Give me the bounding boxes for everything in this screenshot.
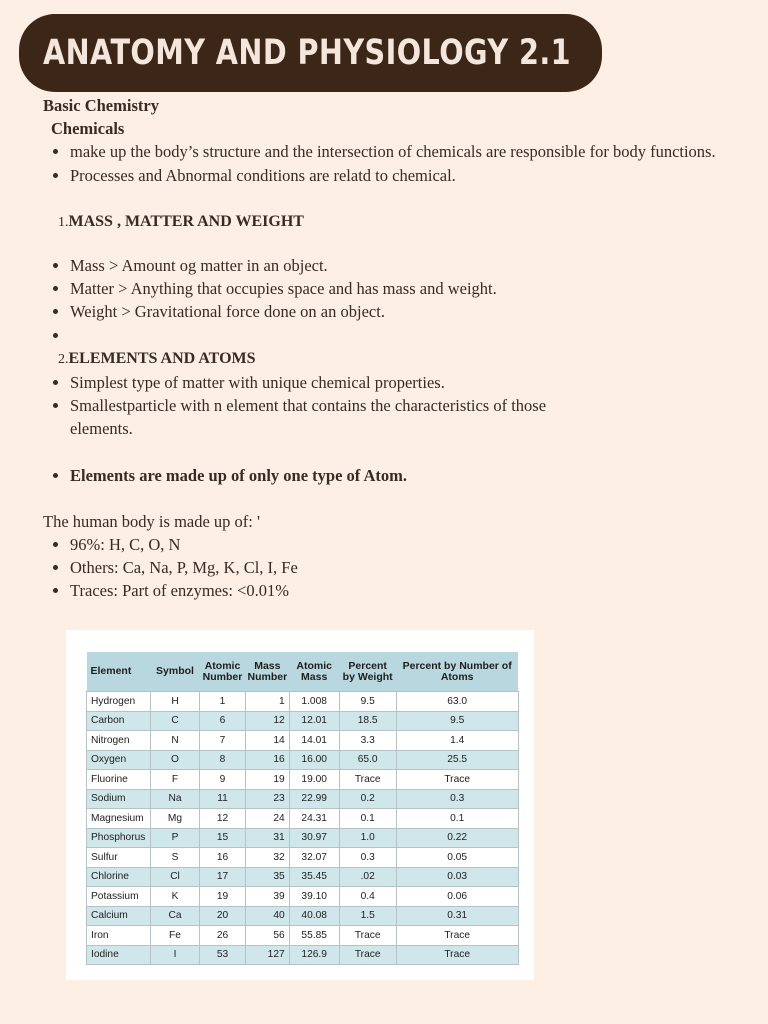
table-cell: 6 [200,711,246,731]
table-cell: 35.45 [289,867,339,887]
table-row [87,867,519,887]
table-cell: Trace [396,945,518,965]
column-header: Symbol [151,652,200,692]
table-cell: 12.01 [289,711,339,731]
table-cell: 16 [246,750,290,770]
section1-list [43,254,743,347]
table-cell: 0.03 [396,867,518,887]
list-item: • Matter > Anything that occupies space and has mass and weight. [70,277,743,300]
table-cell: K [151,887,200,907]
table-cell: 55.85 [289,926,339,946]
table-cell: Carbon [87,711,151,731]
table-cell: 12 [200,809,246,829]
list-item: • Simplest type of matter with unique chemical properties. [70,371,743,394]
table-cell: Nitrogen [87,731,151,751]
table-cell: 19 [246,770,290,790]
table-cell: Sodium [87,789,151,809]
table-cell: 17 [200,867,246,887]
table-cell: 26 [200,926,246,946]
table-cell: 8 [200,750,246,770]
list-item: • Traces: Part of enzymes: <0.01% [70,579,743,602]
table-cell: O [151,750,200,770]
section2-list [43,371,743,441]
table-cell: 40.08 [289,906,339,926]
table-cell: Sulfur [87,848,151,868]
body-intro: The human body is made up of: ' [43,511,260,531]
subheading: Chemicals [51,119,125,139]
table-cell: 0.05 [396,848,518,868]
table-cell: Na [151,789,200,809]
section2-number: 2. [58,351,69,367]
table-cell: 32 [246,848,290,868]
list-item: • make up the body’s structure and the intersection of chemicals are responsible for body functions. [70,140,743,163]
table-cell: 0.4 [339,887,396,907]
table-cell: Phosphorus [87,828,151,848]
table-cell: 0.1 [396,809,518,829]
column-header: Mass Number [246,652,290,692]
section2-bold-list [43,464,743,487]
table-body [87,692,519,965]
table-cell: 0.3 [396,789,518,809]
list-item: • Weight > Gravitational force done on an object. [70,300,743,323]
table-row [87,887,519,907]
notes-content [43,94,743,603]
table-row [87,731,519,751]
table-cell: 0.22 [396,828,518,848]
table-cell: 39.10 [289,887,339,907]
table-cell: Trace [339,945,396,965]
list-item: • Processes and Abnormal conditions are relatd to chemical. [70,164,743,187]
list-item: • Mass > Amount og matter in an object. [70,254,743,277]
title-banner [19,14,602,92]
table-cell: 35 [246,867,290,887]
section-heading: Basic Chemistry [43,96,159,115]
elements-table-panel [66,630,534,980]
table-row [87,692,519,712]
table-row [87,770,519,790]
table-cell: 31 [246,828,290,848]
list-item: • Others: Ca, Na, P, Mg, K, Cl, I, Fe [70,556,743,579]
table-cell: H [151,692,200,712]
table-cell: 20 [200,906,246,926]
table-cell: 1 [246,692,290,712]
table-row [87,809,519,829]
table-row [87,848,519,868]
table-cell: 1.4 [396,731,518,751]
table-cell: 14.01 [289,731,339,751]
table-cell: Trace [396,926,518,946]
table-cell: Fe [151,926,200,946]
table-cell: 14 [246,731,290,751]
table-cell: Trace [339,770,396,790]
column-header: Percent by Number of Atoms [396,652,518,692]
table-row [87,750,519,770]
table-cell: 1.5 [339,906,396,926]
table-cell: 63.0 [396,692,518,712]
table-cell: 18.5 [339,711,396,731]
table-cell: Calcium [87,906,151,926]
table-cell: 3.3 [339,731,396,751]
table-cell: 24 [246,809,290,829]
table-cell: Hydrogen [87,692,151,712]
table-cell: 7 [200,731,246,751]
table-cell: .02 [339,867,396,887]
table-row [87,828,519,848]
table-cell: F [151,770,200,790]
table-cell: Mg [151,809,200,829]
column-header: Element [87,652,151,692]
table-cell: 1.0 [339,828,396,848]
column-header: Atomic Number [200,652,246,692]
table-cell: 1.008 [289,692,339,712]
table-row [87,926,519,946]
table-cell: P [151,828,200,848]
table-cell: Cl [151,867,200,887]
table-cell: 23 [246,789,290,809]
table-cell: 32.07 [289,848,339,868]
table-cell: 12 [246,711,290,731]
table-cell: 0.2 [339,789,396,809]
table-cell: 0.1 [339,809,396,829]
table-cell: 9.5 [396,711,518,731]
list-item: • 96%: H, C, O, N [70,533,743,556]
table-cell: Fluorine [87,770,151,790]
list-item: • Smallestparticle with n element that contains the characteristics of those elements. [70,394,743,440]
section2-heading [58,347,743,371]
table-cell: Oxygen [87,750,151,770]
table-cell: Trace [396,770,518,790]
table-cell: 56 [246,926,290,946]
list-item: • Elements are made up of only one type of Atom. [70,464,743,487]
section1-title: MASS , MATTER AND WEIGHT [68,212,304,230]
table-cell: 53 [200,945,246,965]
table-cell: 0.3 [339,848,396,868]
table-cell: Trace [339,926,396,946]
table-cell: Chlorine [87,867,151,887]
page-title: ANATOMY AND PHYSIOLOGY 2.1 [43,33,572,73]
table-cell: 25.5 [396,750,518,770]
table-cell: 39 [246,887,290,907]
table-cell: 24.31 [289,809,339,829]
table-row [87,906,519,926]
table-cell: S [151,848,200,868]
table-cell: 9.5 [339,692,396,712]
table-cell: 22.99 [289,789,339,809]
body-list [43,533,743,603]
table-cell: Potassium [87,887,151,907]
table-cell: 1 [200,692,246,712]
table-cell: Iodine [87,945,151,965]
elements-table [86,652,519,965]
table-cell: 15 [200,828,246,848]
chemicals-list [43,140,743,186]
table-cell: Iron [87,926,151,946]
table-cell: 19.00 [289,770,339,790]
table-cell: 16 [200,848,246,868]
table-header-row [87,652,519,692]
table-cell: 11 [200,789,246,809]
table-cell: 40 [246,906,290,926]
table-cell: 65.0 [339,750,396,770]
table-cell: Ca [151,906,200,926]
table-row [87,789,519,809]
table-cell: 126.9 [289,945,339,965]
table-row [87,945,519,965]
section1-heading [58,210,743,234]
table-cell: 30.97 [289,828,339,848]
table-cell: 16.00 [289,750,339,770]
table-cell: 0.31 [396,906,518,926]
table-cell: 0.06 [396,887,518,907]
table-cell: I [151,945,200,965]
column-header: Atomic Mass [289,652,339,692]
list-item [70,324,743,347]
table-cell: C [151,711,200,731]
table-cell: 19 [200,887,246,907]
table-cell: 9 [200,770,246,790]
column-header: Percent by Weight [339,652,396,692]
section2-title: ELEMENTS AND ATOMS [68,349,256,367]
table-row [87,711,519,731]
table-cell: N [151,731,200,751]
table-cell: Magnesium [87,809,151,829]
section1-number: 1. [58,214,69,230]
table-cell: 127 [246,945,290,965]
